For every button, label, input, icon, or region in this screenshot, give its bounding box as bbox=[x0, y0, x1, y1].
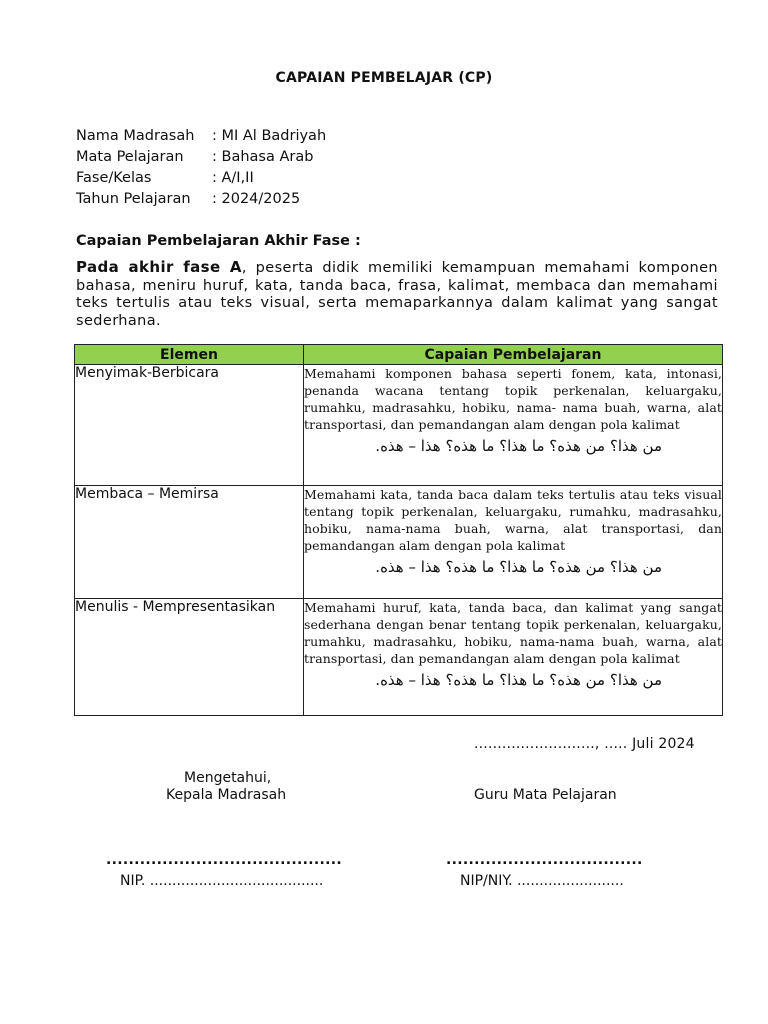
header-capaian: Capaian Pembelajaran bbox=[304, 345, 723, 365]
info-value: : A/I,II bbox=[212, 170, 254, 186]
signature-date: .........................., ..... Juli 2024 bbox=[474, 736, 695, 752]
info-block bbox=[76, 126, 326, 210]
document-title: CAPAIAN PEMBELAJAR (CP) bbox=[275, 70, 493, 86]
cp-table bbox=[74, 344, 723, 716]
table-header-row bbox=[75, 345, 723, 365]
info-label: Nama Madrasah bbox=[76, 128, 195, 144]
info-row-year bbox=[76, 189, 326, 210]
description-cell bbox=[304, 599, 723, 716]
table-row bbox=[75, 486, 723, 599]
info-value: : MI Al Badriyah bbox=[212, 128, 327, 144]
info-label: Fase/Kelas bbox=[76, 170, 152, 186]
intro-text: , peserta didik memiliki kemampuan memahami komponen bahasa, meniru huruf, kata, tanda baca, frasa, kalimat, membaca dan memahami teks tertulis atau teks visual, serta memaparkannya dalam kalimat yang sangat sederhana. bbox=[76, 260, 719, 329]
teacher-role: Guru Mata Pelajaran bbox=[474, 787, 617, 803]
element-cell: Membaca – Memirsa bbox=[75, 486, 304, 599]
arabic-pattern: من هذا؟ من هذه؟ ما هذا؟ ما هذه؟ هذا – هذه. bbox=[375, 671, 662, 689]
info-row-madrasah bbox=[76, 126, 326, 147]
teacher-nip: NIP/NIY. ........................ bbox=[460, 873, 624, 889]
description-text: Memahami komponen bahasa seperti fonem, kata, intonasi, penanda wacana tentang topik perkenalan, keluargaku, rumahku, madrasahku, hobiku, nama- nama buah, warna, alat transportasi, dan pemandangan alam dengan pola kalimat bbox=[304, 366, 722, 432]
info-label: Mata Pelajaran bbox=[76, 149, 184, 165]
info-value: : 2024/2025 bbox=[212, 191, 301, 207]
teacher-signature-line: ................................... bbox=[446, 852, 643, 868]
acknowledge-label: Mengetahui, bbox=[184, 770, 272, 786]
intro-paragraph bbox=[76, 259, 718, 330]
description-text: Memahami huruf, kata, tanda baca, dan kalimat yang sangat sederhana dengan benar tentang topik perkenalan, keluargaku, rumahku, madrasahku, hobiku, nama-nama buah, warna, alat transportasi, dan pemandangan alam dengan pola kalimat bbox=[304, 600, 722, 666]
principal-signature-line: .......................................... bbox=[106, 852, 342, 868]
section-heading: Capaian Pembelajaran Akhir Fase : bbox=[76, 233, 361, 249]
info-value: : Bahasa Arab bbox=[212, 149, 314, 165]
principal-role: Kepala Madrasah bbox=[166, 787, 287, 803]
element-cell: Menulis - Mempresentasikan bbox=[75, 599, 304, 716]
description-cell bbox=[304, 365, 723, 486]
element-cell: Menyimak-Berbicara bbox=[75, 365, 304, 486]
info-row-subject bbox=[76, 147, 326, 168]
table-row bbox=[75, 365, 723, 486]
table-row bbox=[75, 599, 723, 716]
principal-nip: NIP. ....................................... bbox=[120, 873, 324, 889]
info-label: Tahun Pelajaran bbox=[76, 191, 191, 207]
intro-bold: Pada akhir fase A bbox=[76, 258, 242, 276]
description-cell bbox=[304, 486, 723, 599]
arabic-pattern: من هذا؟ من هذه؟ ما هذا؟ ما هذه؟ هذا – هذه. bbox=[375, 437, 662, 455]
arabic-pattern: من هذا؟ من هذه؟ ما هذا؟ ما هذه؟ هذا – هذه. bbox=[375, 558, 662, 576]
header-elemen: Elemen bbox=[75, 345, 304, 365]
info-row-phase bbox=[76, 168, 326, 189]
description-text: Memahami kata, tanda baca dalam teks tertulis atau teks visual tentang topik perkenalan, keluargaku, rumahku, madrasahku, hobiku, nama-nama buah, warna, alat transportasi, dan pemandangan alam dengan pola kalimat bbox=[304, 487, 722, 553]
